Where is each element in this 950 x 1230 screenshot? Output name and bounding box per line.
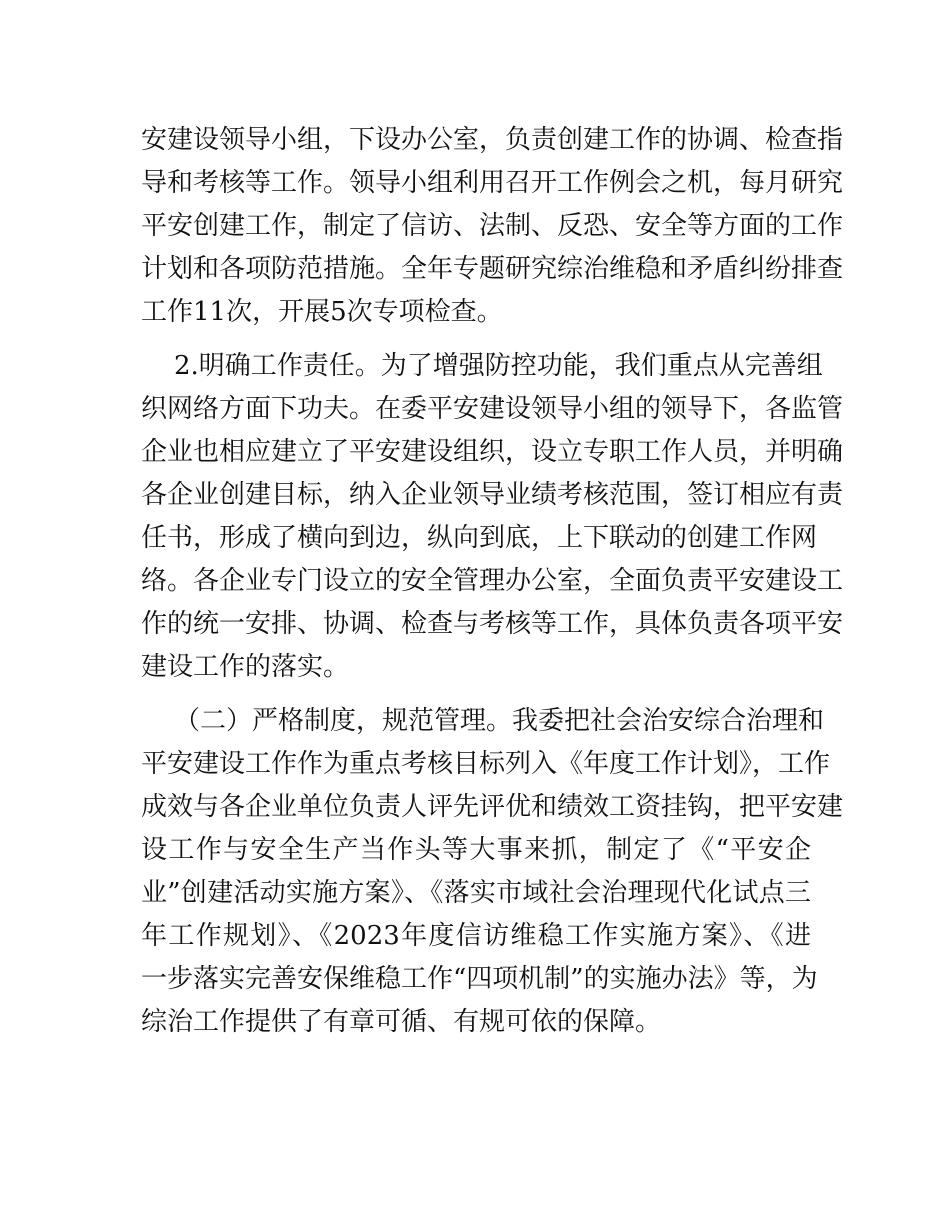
text-line: 计划和各项防范措施。全年专题研究综治维稳和矛盾纠纷排查 — [141, 254, 844, 284]
text-line: 平安创建工作，制定了信访、法制、反恐、安全等方面的工作 — [141, 211, 844, 241]
text-line: 成效与各企业单位负责人评先评优和绩效工资挂钩，把平安建 — [141, 792, 844, 822]
text-line: 设工作与安全生产当作头等大事来抓，制定了《“平安企 — [141, 835, 811, 865]
text-line: 导和考核等工作。领导小组利用召开工作例会之机，每月研究 — [141, 168, 844, 198]
text-line: 年工作规划》、《2023年度信访维稳工作实施方案》、《进 — [141, 921, 811, 951]
text-line: 2.明确工作责任。为了增强防控功能，我们重点从完善组 — [174, 351, 823, 381]
text-line: 工作11次，开展5次专项检查。 — [141, 297, 503, 327]
text-line: 综治工作提供了有章可循、有规可依的保障。 — [141, 1007, 662, 1037]
text-line: 络。各企业专门设立的安全管理办公室，全面负责平安建设工 — [141, 566, 844, 596]
text-line: 任书，形成了横向到边，纵向到底，上下联动的创建工作网 — [141, 523, 818, 553]
text-line: （二）严格制度，规范管理。我委把社会治安综合治理和 — [174, 706, 825, 736]
text-line: 作的统一安排、协调、检查与考核等工作，具体负责各项平安 — [141, 609, 844, 639]
text-line: 业”创建活动实施方案》、《落实市域社会治理现代化试点三 — [141, 878, 811, 908]
text-line: 企业也相应建立了平安建设组织，设立专职工作人员，并明确 — [141, 437, 844, 467]
paragraph-1 — [141, 119, 844, 334]
text-line: 建设工作的落实。 — [141, 652, 350, 682]
text-line: 安建设领导小组，下设办公室，负责创建工作的协调、检查指 — [141, 125, 844, 155]
text-line: 各企业创建目标，纳入企业领导业绩考核范围，签订相应有责 — [141, 480, 844, 510]
text-line: 一步落实完善安保维稳工作“四项机制”的实施办法》等，为 — [141, 964, 818, 994]
paragraph-3 — [141, 700, 844, 1044]
text-line: 织网络方面下功夫。在委平安建设领导小组的领导下，各监管 — [141, 394, 844, 424]
paragraph-2 — [141, 345, 844, 689]
text-line: 平安建设工作作为重点考核目标列入《年度工作计划》，工作 — [141, 749, 831, 779]
